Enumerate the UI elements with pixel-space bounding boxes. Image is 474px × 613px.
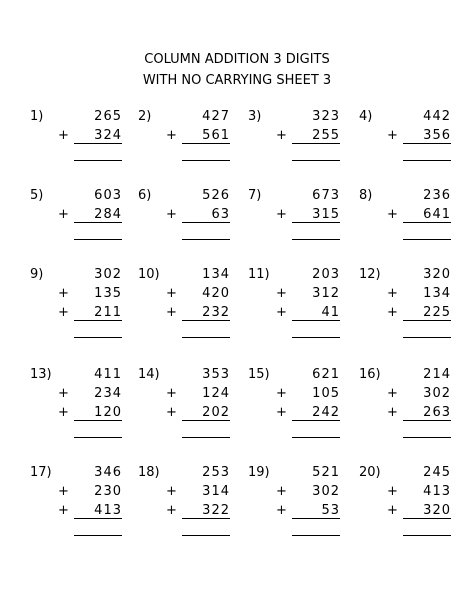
addend: 442 bbox=[423, 109, 451, 124]
problem-number: 20) bbox=[359, 465, 381, 480]
problem-20 bbox=[359, 463, 469, 543]
addend: 320 bbox=[423, 267, 451, 282]
addend: 63 bbox=[211, 207, 230, 222]
problem-number: 1) bbox=[30, 109, 44, 124]
answer-line[interactable] bbox=[292, 239, 340, 240]
addend: 621 bbox=[312, 367, 340, 382]
problem-12 bbox=[359, 265, 469, 345]
addend: 124 bbox=[202, 386, 230, 401]
addend: 420 bbox=[202, 286, 230, 301]
addend: 284 bbox=[94, 207, 122, 222]
plus-sign: + bbox=[276, 503, 287, 518]
addend: 526 bbox=[202, 188, 230, 203]
sum-underline bbox=[292, 143, 340, 144]
addend: 323 bbox=[312, 109, 340, 124]
addend: 236 bbox=[423, 188, 451, 203]
sum-underline bbox=[74, 320, 122, 321]
problem-number: 9) bbox=[30, 267, 44, 282]
sum-underline bbox=[182, 143, 230, 144]
plus-sign: + bbox=[387, 286, 398, 301]
plus-sign: + bbox=[387, 207, 398, 222]
answer-line[interactable] bbox=[74, 160, 122, 161]
sum-underline bbox=[182, 518, 230, 519]
plus-sign: + bbox=[166, 305, 177, 320]
addend: 302 bbox=[94, 267, 122, 282]
addend: 211 bbox=[94, 305, 122, 320]
plus-sign: + bbox=[58, 386, 69, 401]
addend: 202 bbox=[202, 405, 230, 420]
sum-underline bbox=[403, 222, 451, 223]
problem-number: 5) bbox=[30, 188, 44, 203]
problem-8 bbox=[359, 186, 469, 266]
plus-sign: + bbox=[58, 484, 69, 499]
sum-underline bbox=[292, 420, 340, 421]
sum-underline bbox=[182, 320, 230, 321]
addend: 641 bbox=[423, 207, 451, 222]
sum-underline bbox=[403, 320, 451, 321]
sum-underline bbox=[74, 222, 122, 223]
problem-4 bbox=[359, 107, 469, 187]
problem-15 bbox=[248, 365, 358, 445]
answer-line[interactable] bbox=[182, 535, 230, 536]
problem-11 bbox=[248, 265, 358, 345]
addend: 214 bbox=[423, 367, 451, 382]
plus-sign: + bbox=[276, 484, 287, 499]
problem-2 bbox=[138, 107, 248, 187]
problem-18 bbox=[138, 463, 248, 543]
addend: 232 bbox=[202, 305, 230, 320]
addend: 411 bbox=[94, 367, 122, 382]
answer-line[interactable] bbox=[74, 239, 122, 240]
plus-sign: + bbox=[166, 405, 177, 420]
plus-sign: + bbox=[387, 484, 398, 499]
addend: 324 bbox=[94, 128, 122, 143]
problem-number: 7) bbox=[248, 188, 262, 203]
plus-sign: + bbox=[58, 305, 69, 320]
addend: 53 bbox=[321, 503, 340, 518]
addend: 255 bbox=[312, 128, 340, 143]
answer-line[interactable] bbox=[403, 535, 451, 536]
problem-number: 19) bbox=[248, 465, 270, 480]
sum-underline bbox=[74, 518, 122, 519]
problem-6 bbox=[138, 186, 248, 266]
plus-sign: + bbox=[387, 305, 398, 320]
problem-10 bbox=[138, 265, 248, 345]
addend: 263 bbox=[423, 405, 451, 420]
addend: 673 bbox=[312, 188, 340, 203]
plus-sign: + bbox=[166, 286, 177, 301]
problem-number: 4) bbox=[359, 109, 373, 124]
plus-sign: + bbox=[276, 305, 287, 320]
problem-number: 3) bbox=[248, 109, 262, 124]
problem-number: 18) bbox=[138, 465, 160, 480]
addend: 245 bbox=[423, 465, 451, 480]
addend: 135 bbox=[94, 286, 122, 301]
addend: 413 bbox=[94, 503, 122, 518]
problem-19 bbox=[248, 463, 358, 543]
sum-underline bbox=[74, 143, 122, 144]
answer-line[interactable] bbox=[403, 239, 451, 240]
addend: 603 bbox=[94, 188, 122, 203]
plus-sign: + bbox=[58, 128, 69, 143]
problem-number: 6) bbox=[138, 188, 152, 203]
addend: 322 bbox=[202, 503, 230, 518]
answer-line[interactable] bbox=[74, 535, 122, 536]
addend: 427 bbox=[202, 109, 230, 124]
plus-sign: + bbox=[166, 207, 177, 222]
problem-1 bbox=[30, 107, 140, 187]
addend: 320 bbox=[423, 503, 451, 518]
answer-line[interactable] bbox=[292, 160, 340, 161]
addend: 346 bbox=[94, 465, 122, 480]
plus-sign: + bbox=[166, 128, 177, 143]
answer-line[interactable] bbox=[182, 160, 230, 161]
answer-line[interactable] bbox=[403, 160, 451, 161]
sum-underline bbox=[292, 518, 340, 519]
addend: 302 bbox=[312, 484, 340, 499]
plus-sign: + bbox=[166, 484, 177, 499]
addend: 225 bbox=[423, 305, 451, 320]
plus-sign: + bbox=[166, 503, 177, 518]
addend: 265 bbox=[94, 109, 122, 124]
addend: 302 bbox=[423, 386, 451, 401]
answer-line[interactable] bbox=[182, 337, 230, 338]
problem-number: 10) bbox=[138, 267, 160, 282]
problem-number: 8) bbox=[359, 188, 373, 203]
answer-line[interactable] bbox=[403, 337, 451, 338]
problem-number: 15) bbox=[248, 367, 270, 382]
sum-underline bbox=[292, 320, 340, 321]
addend: 413 bbox=[423, 484, 451, 499]
plus-sign: + bbox=[387, 386, 398, 401]
answer-line[interactable] bbox=[74, 437, 122, 438]
problem-9 bbox=[30, 265, 140, 345]
problem-14 bbox=[138, 365, 248, 445]
addend: 120 bbox=[94, 405, 122, 420]
problem-number: 2) bbox=[138, 109, 152, 124]
sum-underline bbox=[74, 420, 122, 421]
plus-sign: + bbox=[58, 286, 69, 301]
worksheet-title-line-1: COLUMN ADDITION 3 DIGITS bbox=[144, 52, 330, 67]
addend: 253 bbox=[202, 465, 230, 480]
plus-sign: + bbox=[276, 128, 287, 143]
plus-sign: + bbox=[58, 207, 69, 222]
problem-number: 12) bbox=[359, 267, 381, 282]
problem-number: 11) bbox=[248, 267, 270, 282]
answer-line[interactable] bbox=[182, 239, 230, 240]
addend: 561 bbox=[202, 128, 230, 143]
addend: 230 bbox=[94, 484, 122, 499]
problem-7 bbox=[248, 186, 358, 266]
plus-sign: + bbox=[276, 286, 287, 301]
plus-sign: + bbox=[276, 386, 287, 401]
sum-underline bbox=[182, 420, 230, 421]
sum-underline bbox=[182, 222, 230, 223]
problem-5 bbox=[30, 186, 140, 266]
problem-number: 14) bbox=[138, 367, 160, 382]
answer-line[interactable] bbox=[292, 437, 340, 438]
addend: 312 bbox=[312, 286, 340, 301]
plus-sign: + bbox=[166, 386, 177, 401]
addend: 234 bbox=[94, 386, 122, 401]
worksheet-title-line-2: WITH NO CARRYING SHEET 3 bbox=[142, 73, 332, 88]
plus-sign: + bbox=[58, 405, 69, 420]
plus-sign: + bbox=[387, 128, 398, 143]
problem-3 bbox=[248, 107, 358, 187]
sum-underline bbox=[292, 222, 340, 223]
answer-line[interactable] bbox=[182, 437, 230, 438]
answer-line[interactable] bbox=[74, 337, 122, 338]
addend: 315 bbox=[312, 207, 340, 222]
answer-line[interactable] bbox=[403, 437, 451, 438]
sum-underline bbox=[403, 143, 451, 144]
problem-16 bbox=[359, 365, 469, 445]
addend: 356 bbox=[423, 128, 451, 143]
answer-line[interactable] bbox=[292, 337, 340, 338]
plus-sign: + bbox=[58, 503, 69, 518]
problem-number: 16) bbox=[359, 367, 381, 382]
problem-number: 17) bbox=[30, 465, 52, 480]
addend: 314 bbox=[202, 484, 230, 499]
problem-13 bbox=[30, 365, 140, 445]
addend: 134 bbox=[423, 286, 451, 301]
sum-underline bbox=[403, 518, 451, 519]
plus-sign: + bbox=[276, 207, 287, 222]
plus-sign: + bbox=[387, 405, 398, 420]
addend: 521 bbox=[312, 465, 340, 480]
addend: 242 bbox=[312, 405, 340, 420]
problem-17 bbox=[30, 463, 140, 543]
addend: 203 bbox=[312, 267, 340, 282]
sum-underline bbox=[403, 420, 451, 421]
plus-sign: + bbox=[387, 503, 398, 518]
plus-sign: + bbox=[276, 405, 287, 420]
addend: 353 bbox=[202, 367, 230, 382]
problem-number: 13) bbox=[30, 367, 52, 382]
answer-line[interactable] bbox=[292, 535, 340, 536]
addend: 134 bbox=[202, 267, 230, 282]
addend: 41 bbox=[321, 305, 340, 320]
addend: 105 bbox=[312, 386, 340, 401]
